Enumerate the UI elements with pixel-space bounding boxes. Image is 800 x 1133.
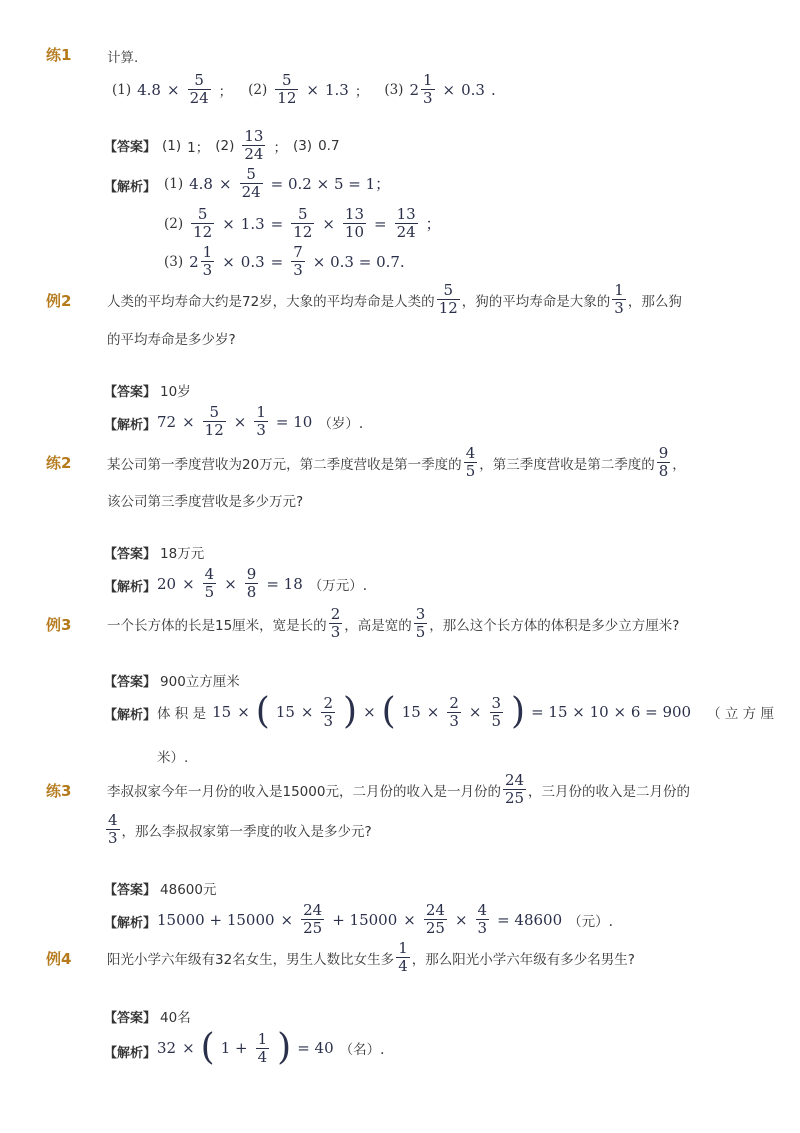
analysis-tag: 【解析】 bbox=[104, 916, 157, 931]
separator: ； bbox=[425, 215, 441, 233]
times-sign: × bbox=[222, 214, 235, 233]
li2-question-line1 bbox=[107, 282, 682, 317]
right-paren: ) bbox=[277, 1027, 292, 1068]
times-sign: × bbox=[224, 574, 237, 593]
answer-value: 0.7 bbox=[318, 137, 340, 154]
label-lian1: 练1 bbox=[46, 46, 72, 64]
fraction-numerator: 7 bbox=[293, 243, 303, 261]
lian3-answer bbox=[104, 878, 216, 898]
analysis-prefix: 体 积 是 bbox=[157, 706, 207, 722]
answer-index: (3) bbox=[292, 137, 313, 154]
analysis-num: 15 bbox=[401, 703, 421, 721]
lian1-analysis-line3 bbox=[164, 244, 405, 279]
lian3-question-line2 bbox=[104, 812, 372, 847]
analysis-index: (3) bbox=[164, 253, 184, 270]
q1-num: 4.8 bbox=[137, 80, 161, 99]
separator: ； bbox=[354, 83, 369, 100]
times-sign: × bbox=[363, 703, 376, 721]
analysis-tag: 【解析】 bbox=[104, 580, 157, 595]
question-text: ，第三季度营收是第二季度的 bbox=[479, 456, 655, 473]
fraction-denominator: 3 bbox=[330, 623, 341, 641]
fraction-denominator: 24 bbox=[241, 183, 261, 201]
answer-value: 10岁 bbox=[160, 384, 191, 400]
li2-analysis bbox=[157, 404, 363, 439]
fraction-numerator: 1 bbox=[257, 1029, 268, 1048]
question-text: 阳光小学六年级有32名女生，男生人数比女生多 bbox=[107, 951, 395, 968]
answer-tag: 【答案】 bbox=[104, 882, 157, 898]
fraction-denominator: 12 bbox=[277, 89, 297, 107]
analysis-num: 1 + bbox=[220, 1039, 248, 1057]
fraction-denominator: 10 bbox=[344, 223, 364, 241]
analysis-num: + 15000 bbox=[332, 910, 398, 929]
times-sign: × bbox=[182, 574, 195, 593]
fraction-numerator: 5 bbox=[291, 206, 314, 224]
fraction-numerator: 1 bbox=[398, 939, 408, 957]
separator: ； bbox=[273, 139, 287, 156]
times-sign: × bbox=[454, 910, 468, 929]
fraction-numerator: 4 bbox=[465, 444, 476, 462]
analysis-rest: × 0.3 = 0.7. bbox=[312, 252, 405, 271]
answer-value: 48600元 bbox=[160, 882, 217, 898]
fraction-numerator: 5 bbox=[240, 166, 263, 184]
fraction-numerator: 2 bbox=[449, 693, 459, 712]
fraction-numerator: 2 bbox=[323, 693, 334, 712]
fraction-denominator: 5 bbox=[491, 711, 502, 730]
fraction-numerator: 1 bbox=[202, 243, 213, 261]
fraction-numerator: 1 bbox=[256, 403, 266, 421]
lian2-question-line2: 该公司第三季度营收是多少万元? bbox=[107, 494, 304, 510]
fraction-denominator: 24 bbox=[189, 89, 209, 107]
label-li4: 例4 bbox=[46, 950, 72, 968]
question-text: ， bbox=[672, 456, 686, 473]
answer-tag: 【答案】 bbox=[104, 1010, 157, 1026]
label-li2: 例2 bbox=[46, 292, 72, 310]
fraction-denominator: 4 bbox=[257, 1047, 268, 1066]
analysis-num: 72 bbox=[157, 412, 177, 431]
question-text: ，那么这个长方体的体积是多少立方厘米? bbox=[429, 617, 680, 634]
li3-question bbox=[107, 606, 679, 641]
fraction-denominator: 25 bbox=[504, 789, 525, 807]
unit-text: （元）. bbox=[568, 913, 613, 930]
fraction-numerator: 4 bbox=[108, 811, 118, 829]
fraction-numerator: 3 bbox=[491, 693, 502, 712]
analysis-num: 15 bbox=[275, 703, 295, 721]
times-sign: × bbox=[222, 252, 235, 271]
times-sign: × bbox=[468, 703, 482, 721]
question-text: ，那么阳光小学六年级有多少名男生? bbox=[411, 951, 635, 968]
fraction-numerator: 24 bbox=[425, 901, 445, 919]
fraction-denominator: 25 bbox=[425, 919, 445, 937]
answer-tag: 【答案】 bbox=[104, 140, 157, 155]
question-text: ，那么狗 bbox=[627, 293, 682, 310]
q3-num: 0.3 bbox=[461, 80, 485, 99]
analysis-rest: = 15 × 10 × 6 = 900 bbox=[531, 703, 692, 721]
fraction-denominator: 3 bbox=[323, 711, 334, 730]
fraction-numerator: 9 bbox=[246, 565, 257, 583]
fraction-numerator: 24 bbox=[303, 901, 323, 919]
analysis-tag: 【解析】 bbox=[104, 180, 157, 195]
lian1-answer bbox=[104, 128, 340, 163]
right-paren: ) bbox=[343, 691, 358, 732]
unit-text-continued: 米）. bbox=[157, 750, 189, 766]
fraction-numerator: 5 bbox=[437, 282, 460, 300]
right-paren: ) bbox=[511, 691, 526, 732]
fraction-denominator: 12 bbox=[204, 421, 224, 439]
lian2-question-line1 bbox=[107, 445, 686, 480]
times-sign: × bbox=[306, 80, 319, 99]
label-lian3: 练3 bbox=[46, 782, 72, 800]
answer-value: 900立方厘米 bbox=[160, 674, 240, 690]
fraction-denominator: 5 bbox=[415, 623, 426, 641]
times-sign: × bbox=[237, 703, 250, 721]
fraction-denominator: 24 bbox=[244, 145, 264, 163]
analysis-num: 15000 + 15000 bbox=[157, 910, 275, 929]
q3-index: (3) bbox=[384, 81, 404, 98]
equals-sign: = bbox=[374, 214, 387, 233]
fraction-numerator: 1 bbox=[614, 281, 624, 299]
fraction-numerator: 9 bbox=[658, 444, 669, 462]
question-text: 人类的平均寿命大约是72岁，大象的平均寿命是人类的 bbox=[107, 293, 435, 310]
fraction-numerator: 5 bbox=[203, 404, 226, 422]
times-sign: × bbox=[233, 412, 247, 431]
unit-text: （名）. bbox=[339, 1042, 385, 1058]
label-li3: 例3 bbox=[46, 616, 72, 634]
li3-analysis bbox=[157, 691, 774, 732]
fraction-denominator: 3 bbox=[614, 299, 624, 317]
period: . bbox=[490, 80, 496, 99]
analysis-rest: = 48600 bbox=[497, 910, 563, 929]
answer-index: (1) bbox=[162, 137, 182, 154]
fraction-denominator: 4 bbox=[398, 957, 408, 975]
question-text: ，高是宽的 bbox=[344, 617, 412, 634]
fraction-numerator: 5 bbox=[188, 72, 211, 90]
times-sign: × bbox=[166, 80, 180, 99]
fraction-numerator: 5 bbox=[275, 72, 298, 90]
analysis-num: 0.3 bbox=[240, 252, 265, 271]
li2-answer bbox=[104, 380, 191, 400]
mixed-whole: 2 bbox=[189, 252, 199, 271]
question-text: 李叔叔家今年一月份的收入是15000元，二月份的收入是一月份的 bbox=[107, 783, 501, 800]
li3-answer bbox=[104, 670, 240, 690]
analysis-tag: 【解析】 bbox=[104, 1046, 157, 1061]
fraction-denominator: 8 bbox=[246, 583, 257, 601]
li4-answer bbox=[104, 1006, 191, 1026]
fraction-denominator: 3 bbox=[202, 261, 213, 279]
li2-question-line2: 的平均寿命是多少岁? bbox=[107, 332, 236, 348]
fraction-numerator: 4 bbox=[204, 565, 215, 583]
times-sign: × bbox=[280, 910, 294, 929]
fraction-numerator: 2 bbox=[330, 605, 341, 623]
answer-value: 18万元 bbox=[160, 546, 205, 562]
fraction-denominator: 3 bbox=[477, 919, 488, 937]
times-sign: × bbox=[182, 412, 195, 431]
analysis-index: (1) bbox=[164, 175, 184, 192]
answer-index: (2) bbox=[215, 137, 235, 154]
fraction-denominator: 12 bbox=[438, 299, 458, 317]
unit-text: （岁）. bbox=[318, 415, 364, 432]
left-paren: ( bbox=[255, 691, 270, 732]
answer-tag: 【答案】 bbox=[104, 546, 157, 562]
mixed-whole: 2 bbox=[409, 80, 419, 99]
li4-question bbox=[107, 940, 635, 975]
fraction-numerator: 1 bbox=[422, 71, 433, 89]
times-sign: × bbox=[426, 703, 440, 721]
fraction-numerator: 13 bbox=[244, 127, 264, 145]
label-lian2: 练2 bbox=[46, 454, 72, 472]
analysis-num: 32 bbox=[157, 1039, 177, 1057]
fraction-numerator: 24 bbox=[504, 771, 525, 789]
q2-num: 1.3 bbox=[324, 80, 349, 99]
fraction-numerator: 13 bbox=[344, 205, 364, 223]
unit-text: （ 立 方 厘 bbox=[707, 706, 774, 722]
lian1-questions bbox=[112, 72, 496, 107]
analysis-rest: = 10 bbox=[275, 412, 313, 431]
answer-tag: 【答案】 bbox=[104, 674, 157, 690]
fraction-denominator: 25 bbox=[303, 919, 323, 937]
separator: ； bbox=[218, 83, 233, 100]
lian1-analysis-line2 bbox=[164, 206, 441, 241]
fraction-numerator: 5 bbox=[191, 206, 214, 224]
question-text: 一个长方体的长是15厘米，宽是长的 bbox=[107, 617, 327, 634]
fraction-denominator: 3 bbox=[293, 261, 303, 279]
question-text: ，三月份的收入是二月份的 bbox=[528, 783, 691, 800]
lian3-question-line1 bbox=[107, 772, 690, 807]
lian3-analysis bbox=[157, 902, 613, 937]
fraction-denominator: 5 bbox=[465, 462, 476, 480]
question-text: ，那么李叔叔家第一季度的收入是多少元? bbox=[121, 823, 372, 840]
question-text: ，狗的平均寿命是大象的 bbox=[461, 293, 611, 310]
q2-index: (2) bbox=[248, 81, 268, 98]
times-sign: × bbox=[322, 214, 335, 233]
analysis-rest: = 18 bbox=[266, 574, 303, 593]
fraction-denominator: 3 bbox=[108, 829, 118, 847]
fraction-numerator: 4 bbox=[477, 901, 488, 919]
times-sign: × bbox=[300, 703, 314, 721]
analysis-rest: = 40 bbox=[297, 1039, 334, 1057]
fraction-numerator: 3 bbox=[415, 605, 426, 623]
answer-tag: 【答案】 bbox=[104, 384, 157, 400]
left-paren: ( bbox=[200, 1027, 215, 1068]
analysis-num: 4.8 bbox=[189, 174, 213, 193]
lian2-answer bbox=[104, 542, 204, 562]
fraction-denominator: 3 bbox=[422, 89, 433, 107]
q1-index: (1) bbox=[112, 81, 132, 98]
times-sign: × bbox=[403, 910, 416, 929]
fraction-denominator: 12 bbox=[293, 223, 313, 241]
fraction-denominator: 3 bbox=[449, 711, 459, 730]
analysis-tag: 【解析】 bbox=[104, 418, 157, 433]
times-sign: × bbox=[182, 1039, 195, 1057]
answer-value: 1； bbox=[187, 139, 210, 156]
unit-text: （万元）. bbox=[308, 577, 368, 594]
analysis-num: 20 bbox=[157, 574, 177, 593]
equals-sign: = bbox=[270, 214, 284, 233]
li4-analysis bbox=[157, 1027, 385, 1068]
analysis-num: 1.3 bbox=[240, 214, 265, 233]
times-sign: × bbox=[218, 174, 232, 193]
analysis-num: 15 bbox=[212, 703, 232, 721]
fraction-numerator: 13 bbox=[396, 205, 416, 223]
analysis-rest: = 0.2 × 5 = 1； bbox=[270, 175, 391, 193]
lian2-analysis bbox=[157, 566, 367, 601]
left-paren: ( bbox=[381, 691, 396, 732]
fraction-denominator: 12 bbox=[193, 223, 213, 241]
analysis-index: (2) bbox=[164, 215, 184, 232]
fraction-denominator: 24 bbox=[396, 223, 416, 241]
times-sign: × bbox=[442, 80, 456, 99]
answer-value: 40名 bbox=[160, 1010, 191, 1026]
question-text: 某公司第一季度营收为20万元，第二季度营收是第一季度的 bbox=[107, 456, 462, 473]
fraction-denominator: 8 bbox=[658, 462, 669, 480]
fraction-denominator: 5 bbox=[204, 583, 215, 601]
analysis-tag: 【解析】 bbox=[104, 708, 157, 723]
equals-sign: = bbox=[270, 252, 284, 271]
lian1-prompt: 计算. bbox=[107, 50, 139, 66]
fraction-denominator: 3 bbox=[256, 421, 266, 439]
lian1-analysis-line1 bbox=[164, 166, 390, 201]
